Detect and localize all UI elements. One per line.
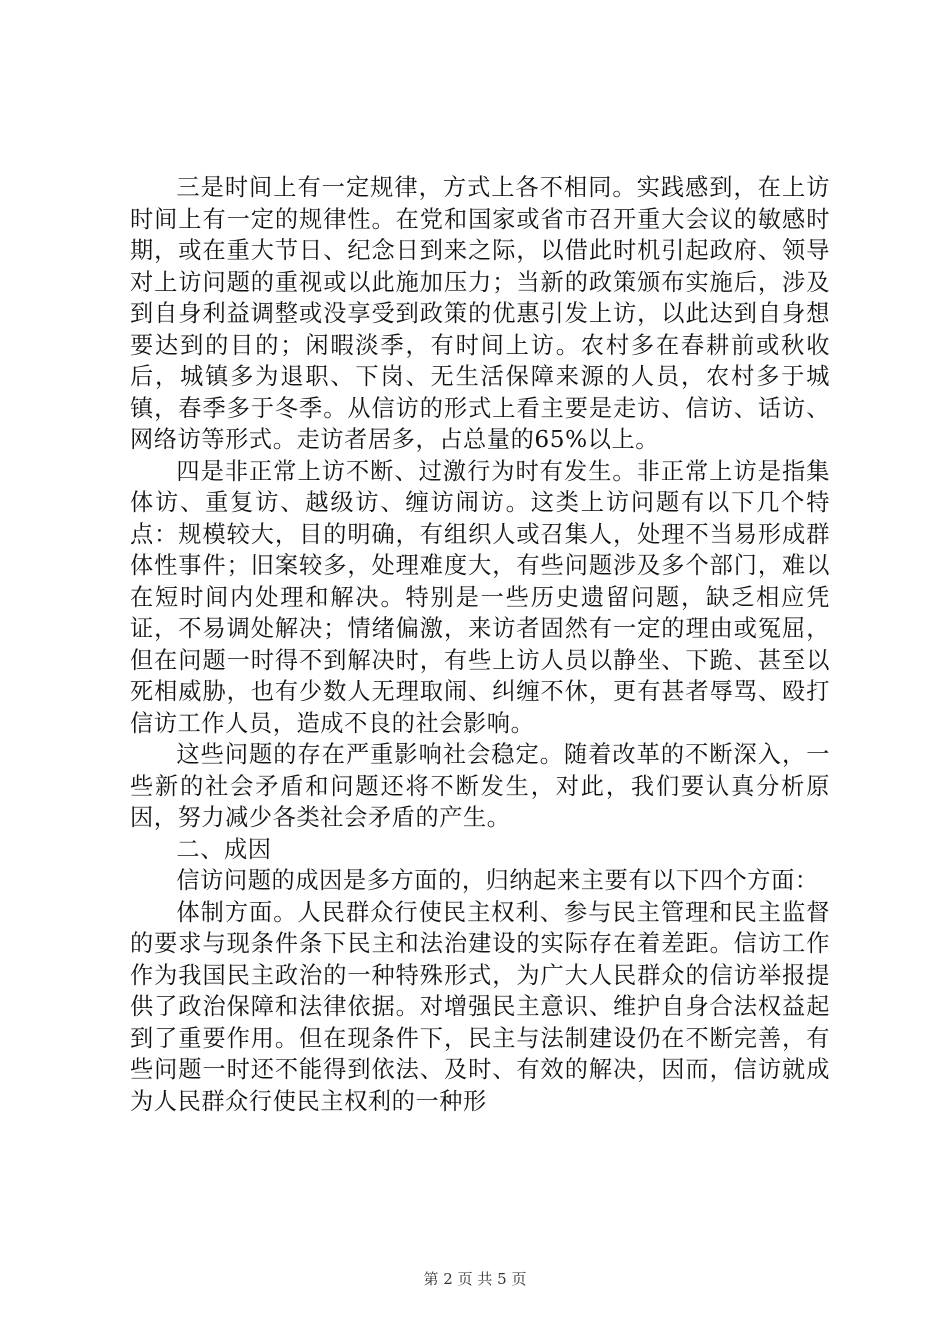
- page-footer: 第 2 页 共 5 页: [423, 1270, 527, 1288]
- paragraph-institutional-cause: 体制方面。人民群众行使民主权利、参与民主管理和民主监督的要求与现条件条下民主和法治建设的实际存在着差距。信访工作作为我国民主政治的一种特殊形式，为广大人民群众的信访举报提供了政治保障和法律依据。对增强民主意识、维护自身合法权益起到了重要作用。但在现条件下，民主与法制建设仍在不断完善，有些问题一时还不能得到依法、及时、有效的解决，因而，信访就成为人民群众行使民主权利的一种形: [130, 898, 830, 1115]
- document-body: [130, 172, 830, 1117]
- section-heading-causes: 二、成因: [176, 835, 272, 863]
- paragraph-time-pattern: 三是时间上有一定规律，方式上各不相同。实践感到，在上访时间上有一定的规律性。在党和国家或省市召开重大会议的敏感时期，或在重大节日、纪念日到来之际，以借此时机引起政府、领导对上访问题的重视或以此施加压力；当新的政策颁布实施后，涉及到自身利益调整或没享受到政策的优惠引发上访，以此达到自身想要达到的目的；闲暇淡季，有时间上访。农村多在春耕前或秋收后，城镇多为退职、下岗、无生活保障来源的人员，农村多于城镇，春季多于冬季。从信访的形式上看主要是走访、信访、话访、网络访等形式。走访者居多，占总量的65%以上。: [130, 174, 830, 453]
- paragraph-causes-intro: 信访问题的成因是多方面的，归纳起来主要有以下四个方面：: [176, 867, 819, 894]
- paragraph-social-stability: 这些问题的存在严重影响社会稳定。随着改革的不断深入，一些新的社会矛盾和问题还将不断发生，对此，我们要认真分析原因，努力减少各类社会矛盾的产生。: [130, 741, 830, 831]
- paragraph-abnormal-petition: 四是非正常上访不断、过激行为时有发生。非正常上访是指集体访、重复访、越级访、缠访闹访。这类上访问题有以下几个特点：规模较大，目的明确，有组织人或召集人，处理不当易形成群体性事件；旧案较多，处理难度大，有些问题涉及多个部门，难以在短时间内处理和解决。特别是一些历史遗留问题，缺乏相应凭证，不易调处解决；情绪偏激，来访者固然有一定的理由或冤屈，但在问题一时得不到解决时，有些上访人员以静坐、下跪、甚至以死相威胁，也有少数人无理取闹、纠缠不休，更有甚者辱骂、殴打信访工作人员，造成不良的社会影响。: [130, 457, 830, 737]
